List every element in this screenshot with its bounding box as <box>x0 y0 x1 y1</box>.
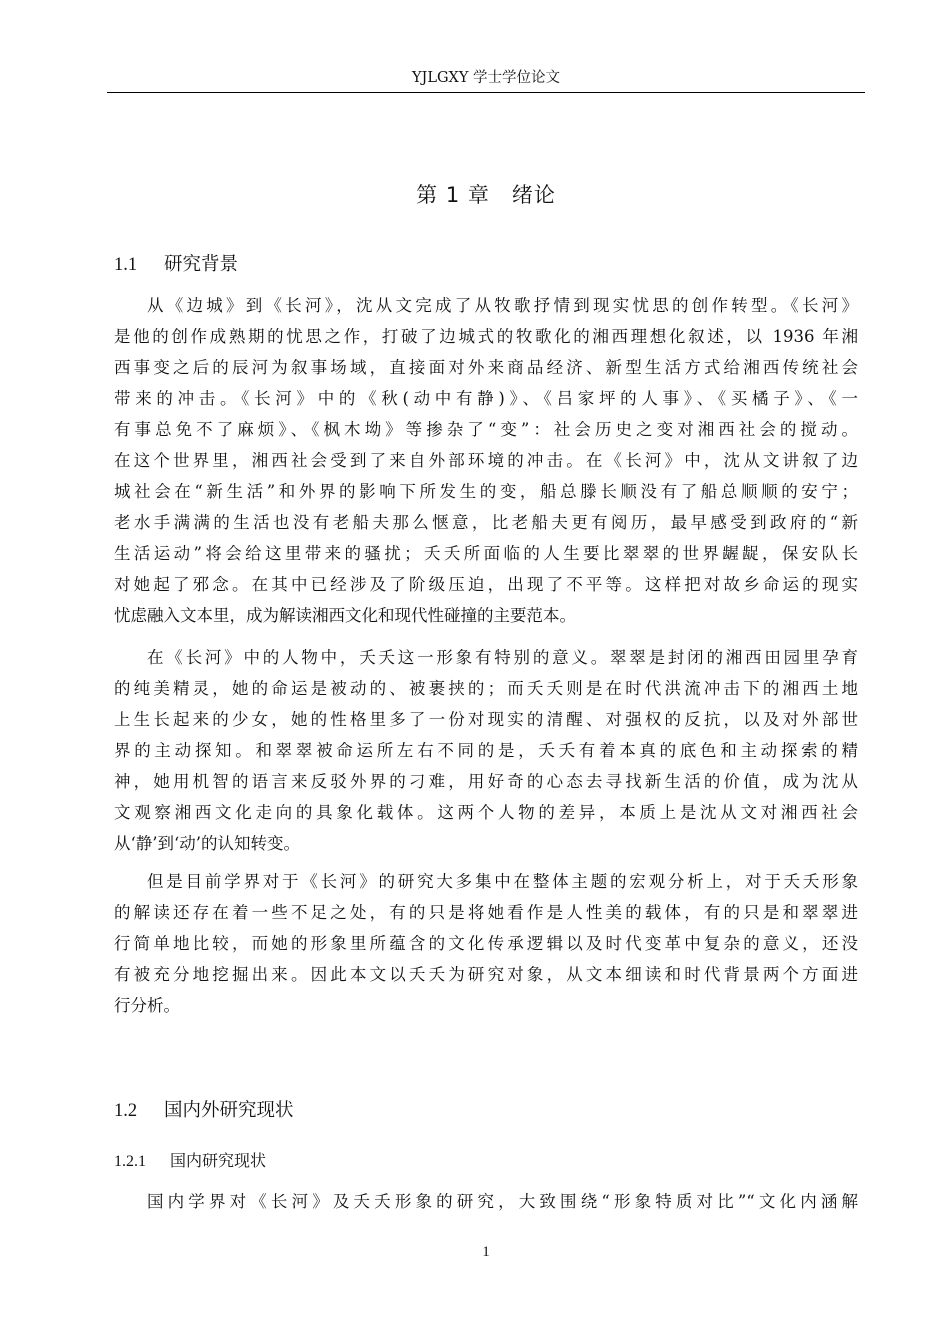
paragraph-line: 行简单地比较，而她的形象里所蕴含的文化传承逻辑以及时代变革中复杂的意义，还没 <box>114 934 858 953</box>
section-heading-1-2 <box>114 1096 294 1126</box>
paragraph-2 <box>114 642 858 859</box>
paragraph-line: 文观察湘西文化走向的具象化载体。这两个人物的差异，本质上是沈从文对湘西社会 <box>114 803 858 822</box>
paragraph-line: 对她起了邪念。在其中已经涉及了阶级压迫，出现了不平等。这样把对故乡命运的现实 <box>114 575 858 594</box>
paragraph-line: 有被充分地挖掘出来。因此本文以夭夭为研究对象，从文本细读和时代背景两个方面进 <box>114 965 858 984</box>
chapter-title: 绪论 <box>511 183 556 207</box>
paragraph-line: 但是目前学界对于《长河》的研究大多集中在整体主题的宏观分析上，对于夭夭形象 <box>147 872 858 891</box>
paragraph-line: 的纯美精灵，她的命运是被动的、被裹挟的；而夭夭则是在时代洪流冲击下的湘西土地 <box>114 679 858 698</box>
subsection-title: 国内研究现状 <box>170 1151 267 1170</box>
paragraph-line: 在《长河》中的人物中，夭夭这一形象有特别的意义。翠翠是封闭的湘西田园里孕育 <box>147 648 858 667</box>
section-title: 国内外研究现状 <box>164 1100 294 1121</box>
paragraph-line: 从《边城》到《长河》，沈从文完成了从牧歌抒情到现实忧思的创作转型。《长河》 <box>147 296 858 315</box>
paragraph-line: 的解读还存在着一些不足之处，有的只是将她看作是人性美的载体，有的只是和翠翠进 <box>114 903 858 922</box>
paragraph-line: 城社会在“新生活”和外界的影响下所发生的变，船总滕长顺没有了船总顺顺的安宁； <box>114 482 858 501</box>
paragraph-3 <box>114 866 858 1021</box>
paragraph-line: 忧虑融入文本里，成为解读湘西文化和现代性碰撞的主要范本。 <box>114 606 576 625</box>
paragraph-line: 老水手满满的生活也没有老船夫那么惬意，比老船夫更有阅历，最早感受到政府的“新 <box>114 513 858 532</box>
paragraph-line: 带来的冲击。《长河》中的《秋(动中有静)》、《吕家坪的人事》、《买橘子》、《一 <box>114 389 858 408</box>
chapter-label: 第 1 章 <box>416 183 490 207</box>
section-heading-1-1 <box>114 250 238 280</box>
paragraph-line: 界的主动探知。和翠翠被命运所左右不同的是，夭夭有着本真的底色和主动探索的精 <box>114 741 858 760</box>
header-title: YJLGXY 学士学位论文 <box>411 70 561 86</box>
paragraph-line: 在这个世界里，湘西社会受到了来自外部环境的冲击。在《长河》中，沈从文讲叙了边 <box>114 451 858 470</box>
paragraph-4 <box>114 1186 858 1217</box>
paragraph-line: 行分析。 <box>114 996 180 1015</box>
running-header <box>107 64 865 93</box>
paragraph-line: 是他的创作成熟期的忧思之作，打破了边城式的牧歌化的湘西理想化叙述，以 1936 年湘 <box>114 327 858 346</box>
paragraph-line: 生活运动”将会给这里带来的骚扰；夭夭所面临的人生要比翠翠的世界龌龊，保安队长 <box>114 544 858 563</box>
subsection-heading-1-2-1 <box>114 1147 266 1176</box>
paragraph-line: 国内学界对《长河》及夭夭形象的研究，大致围绕“形象特质对比”“文化内涵解 <box>147 1192 858 1211</box>
page-number: 1 <box>482 1244 490 1260</box>
paragraph-line: 西事变之后的辰河为叙事场域，直接面对外来商品经济、新型生活方式给湘西传统社会 <box>114 358 858 377</box>
paragraph-line: 从‘静’到‘动’的认知转变。 <box>114 834 300 853</box>
section-number: 1.1 <box>114 255 138 275</box>
paragraph-1 <box>114 290 858 631</box>
paragraph-line: 神，她用机智的语言来反驳外界的刁难，用好奇的心态去寻找新生活的价值，成为沈从 <box>114 772 858 791</box>
paragraph-line: 有事总免不了麻烦》、《枫木坳》等掺杂了“变”：社会历史之变对湘西社会的搅动。 <box>114 420 858 439</box>
section-title: 研究背景 <box>164 254 239 275</box>
section-number: 1.2 <box>114 1101 138 1121</box>
chapter-heading <box>107 175 865 215</box>
paragraph-line: 上生长起来的少女，她的性格里多了一份对现实的清醒、对强权的反抗，以及对外部世 <box>114 710 858 729</box>
subsection-number: 1.2.1 <box>114 1153 146 1170</box>
